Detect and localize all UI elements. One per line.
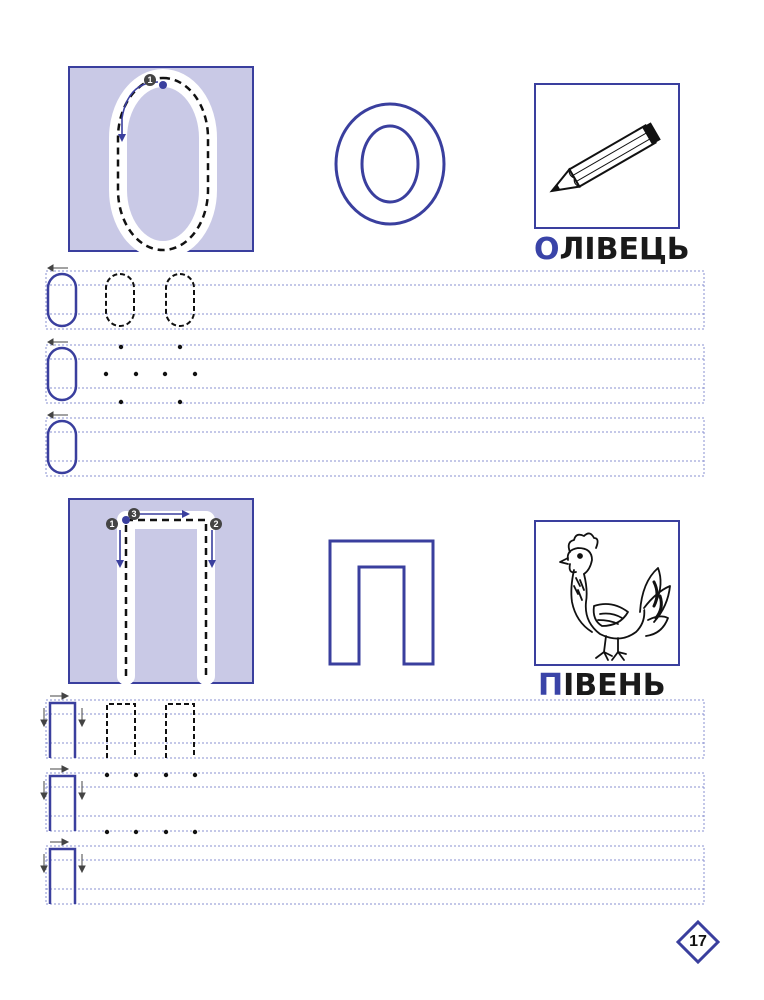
word-first-letter: О [534,232,560,267]
step-3-marker: 3 [128,508,140,520]
step-1-marker: 1 [106,518,118,530]
word-rest: ІВЕНЬ [563,668,666,703]
step-1-marker: 1 [144,74,156,86]
word-first-letter: П [538,668,564,703]
word-rest: ЛІВЕЦЬ [559,232,690,267]
page-number: 17 [689,933,707,950]
step-2-marker: 2 [210,518,222,530]
